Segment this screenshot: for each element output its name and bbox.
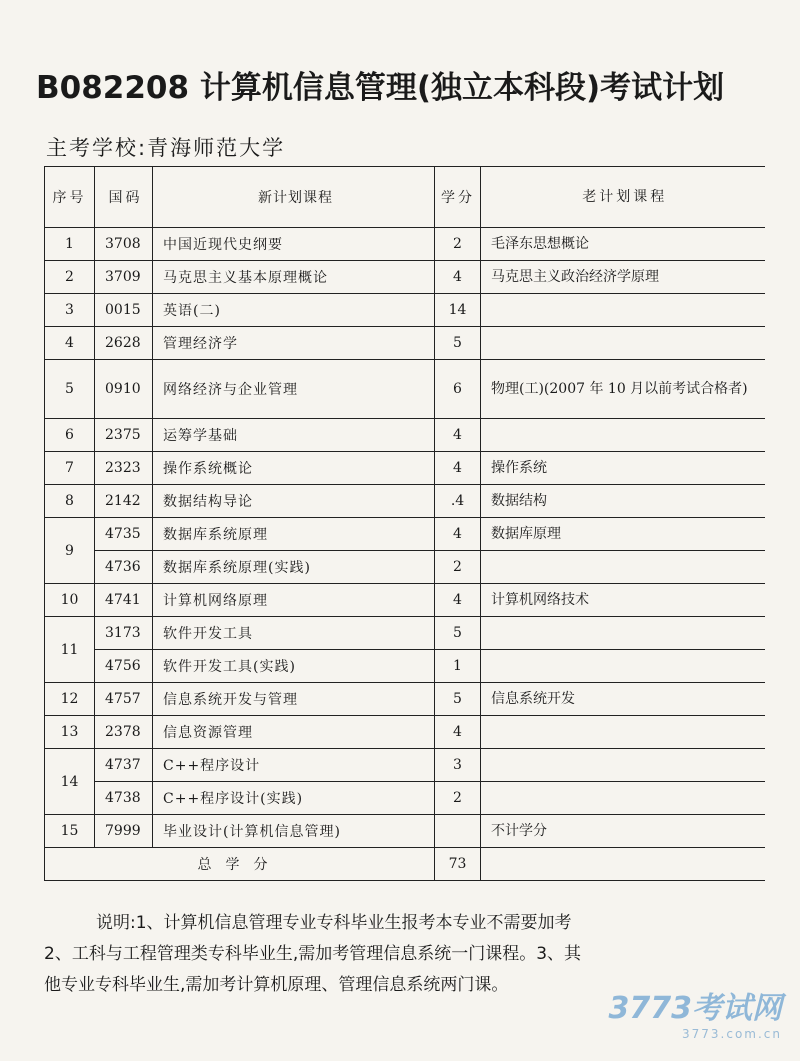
row-old-course xyxy=(481,617,765,650)
row-credit: 5 xyxy=(435,617,481,650)
row-new-course: 软件开发工具(实践) xyxy=(153,650,435,683)
table-row xyxy=(45,485,765,518)
table-row xyxy=(45,584,765,617)
row-credit: 2 xyxy=(435,228,481,261)
row-old-course: 计算机网络技术 xyxy=(481,584,765,617)
row-new-course: 操作系统概论 xyxy=(153,452,435,485)
watermark xyxy=(609,983,783,1041)
row-credit: 5 xyxy=(435,327,481,360)
row-code: 4737 xyxy=(95,749,153,782)
note-line-2: 2、工科与工程管理类专科毕业生,需加考管理信息系统一门课程。3、其 xyxy=(44,944,582,964)
row-credit: 2 xyxy=(435,551,481,584)
row-old-course: 不计学分 xyxy=(481,815,765,848)
row-new-course: C++程序设计(实践) xyxy=(153,782,435,815)
header-no: 序号 xyxy=(45,167,95,228)
table-row xyxy=(45,782,765,815)
row-new-course: C++程序设计 xyxy=(153,749,435,782)
row-new-course: 马克思主义基本原理概论 xyxy=(153,261,435,294)
row-new-course: 网络经济与企业管理 xyxy=(153,360,435,419)
table-row xyxy=(45,228,765,261)
row-credit: 5 xyxy=(435,683,481,716)
row-old-course xyxy=(481,716,765,749)
row-no: 3 xyxy=(45,294,95,327)
row-new-course: 数据库系统原理(实践) xyxy=(153,551,435,584)
row-code: 2628 xyxy=(95,327,153,360)
row-credit: 14 xyxy=(435,294,481,327)
row-code: 2378 xyxy=(95,716,153,749)
total-old-course xyxy=(481,848,765,881)
table-row xyxy=(45,617,765,650)
row-old-course xyxy=(481,749,765,782)
row-code: 3708 xyxy=(95,228,153,261)
row-new-course: 软件开发工具 xyxy=(153,617,435,650)
school-line: 主考学校:青海师范大学 xyxy=(46,136,286,160)
table-row xyxy=(45,518,765,551)
table-row xyxy=(45,419,765,452)
row-no: 4 xyxy=(45,327,95,360)
note-line-1: 说明:1、计算机信息管理专业专科毕业生报考本专业不需要加考 xyxy=(96,913,572,933)
row-new-course: 中国近现代史纲要 xyxy=(153,228,435,261)
row-no: 6 xyxy=(45,419,95,452)
row-code: 4738 xyxy=(95,782,153,815)
row-new-course: 运筹学基础 xyxy=(153,419,435,452)
row-code: 3173 xyxy=(95,617,153,650)
row-code: 7999 xyxy=(95,815,153,848)
row-no: 9 xyxy=(45,518,95,584)
row-old-course xyxy=(481,294,765,327)
row-credit: 4 xyxy=(435,518,481,551)
table-header-row xyxy=(45,167,765,228)
header-code: 国码 xyxy=(95,167,153,228)
table-row xyxy=(45,360,765,419)
row-old-course: 物理(工)(2007 年 10 月以前考试合格者) xyxy=(481,360,765,419)
exam-plan-table xyxy=(44,166,765,881)
row-code: 0910 xyxy=(95,360,153,419)
row-old-course xyxy=(481,551,765,584)
row-credit: 4 xyxy=(435,261,481,294)
row-new-course: 管理经济学 xyxy=(153,327,435,360)
row-code: 4735 xyxy=(95,518,153,551)
page-title: B082208 计算机信息管理(独立本科段)考试计划 xyxy=(36,70,725,106)
row-code: 4736 xyxy=(95,551,153,584)
table-row xyxy=(45,683,765,716)
row-no: 5 xyxy=(45,360,95,419)
table-row xyxy=(45,551,765,584)
row-new-course: 数据库系统原理 xyxy=(153,518,435,551)
row-code: 3709 xyxy=(95,261,153,294)
table-row xyxy=(45,261,765,294)
row-old-course: 马克思主义政治经济学原理 xyxy=(481,261,765,294)
header-new-course: 新计划课程 xyxy=(153,167,435,228)
table-row xyxy=(45,294,765,327)
row-new-course: 毕业设计(计算机信息管理) xyxy=(153,815,435,848)
row-credit: 4 xyxy=(435,452,481,485)
row-new-course: 英语(二) xyxy=(153,294,435,327)
watermark-url: 3773.com.cn xyxy=(682,1027,782,1041)
row-no: 11 xyxy=(45,617,95,683)
row-old-course xyxy=(481,419,765,452)
row-code: 4757 xyxy=(95,683,153,716)
row-credit: 4 xyxy=(435,419,481,452)
row-new-course: 信息系统开发与管理 xyxy=(153,683,435,716)
row-credit: 4 xyxy=(435,716,481,749)
row-code: 4741 xyxy=(95,584,153,617)
table-row xyxy=(45,716,765,749)
row-old-course: 数据库原理 xyxy=(481,518,765,551)
total-row xyxy=(45,848,765,881)
note-line-3: 他专业专科毕业生,需加考计算机原理、管理信息系统两门课。 xyxy=(44,975,509,995)
total-credit: 73 xyxy=(435,848,481,881)
header-credit: 学分 xyxy=(435,167,481,228)
row-no: 14 xyxy=(45,749,95,815)
row-no: 7 xyxy=(45,452,95,485)
row-credit: 2 xyxy=(435,782,481,815)
row-credit: 3 xyxy=(435,749,481,782)
table-row xyxy=(45,815,765,848)
row-no: 2 xyxy=(45,261,95,294)
row-new-course: 信息资源管理 xyxy=(153,716,435,749)
table-row xyxy=(45,650,765,683)
row-credit: 1 xyxy=(435,650,481,683)
row-new-course: 计算机网络原理 xyxy=(153,584,435,617)
row-old-course xyxy=(481,327,765,360)
row-no: 12 xyxy=(45,683,95,716)
row-no: 8 xyxy=(45,485,95,518)
row-credit xyxy=(435,815,481,848)
total-label: 总学分 xyxy=(45,848,435,881)
row-old-course: 信息系统开发 xyxy=(481,683,765,716)
row-no: 15 xyxy=(45,815,95,848)
table-row xyxy=(45,749,765,782)
row-new-course: 数据结构导论 xyxy=(153,485,435,518)
row-old-course: 毛泽东思想概论 xyxy=(481,228,765,261)
row-old-course xyxy=(481,650,765,683)
row-code: 2375 xyxy=(95,419,153,452)
row-code: 4756 xyxy=(95,650,153,683)
row-no: 1 xyxy=(45,228,95,261)
row-credit: 4 xyxy=(435,584,481,617)
row-no: 13 xyxy=(45,716,95,749)
row-old-course xyxy=(481,782,765,815)
table-row xyxy=(45,452,765,485)
row-old-course: 操作系统 xyxy=(481,452,765,485)
header-old-course: 老计划课程 xyxy=(481,167,765,228)
row-old-course: 数据结构 xyxy=(481,485,765,518)
row-code: 0015 xyxy=(95,294,153,327)
watermark-logo: 3773考试网 xyxy=(608,991,782,1026)
row-code: 2142 xyxy=(95,485,153,518)
table-row xyxy=(45,327,765,360)
row-no: 10 xyxy=(45,584,95,617)
row-credit: 6 xyxy=(435,360,481,419)
row-credit: .4 xyxy=(435,485,481,518)
row-code: 2323 xyxy=(95,452,153,485)
